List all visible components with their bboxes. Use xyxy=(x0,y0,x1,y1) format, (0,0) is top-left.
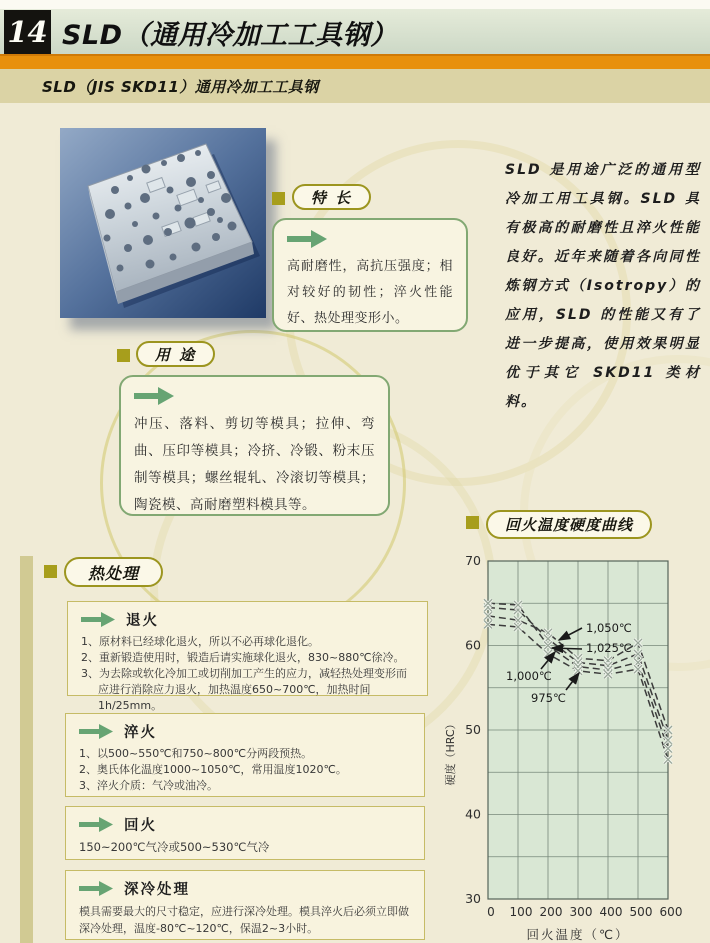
svg-text:975℃: 975℃ xyxy=(531,691,566,705)
svg-text:60: 60 xyxy=(465,637,481,653)
svg-text:1,000℃: 1,000℃ xyxy=(506,669,552,683)
page-number: 14 xyxy=(7,15,48,49)
svg-text:500: 500 xyxy=(629,905,653,919)
green-arrow-icon xyxy=(79,817,115,832)
svg-text:100: 100 xyxy=(509,905,533,919)
svg-text:400: 400 xyxy=(599,905,623,919)
hardness-chart xyxy=(440,548,710,943)
svg-text:1,050℃: 1,050℃ xyxy=(586,621,632,635)
annealing-title: 退火 xyxy=(126,613,159,629)
annealing-item: 3、为去除或软化冷加工或切削加工产生的应力，减轻热处理变形而应进行消除应力退火，加热温度650~700℃，加热时间1h/25mm。 xyxy=(81,667,407,712)
chart-bullet xyxy=(466,516,479,529)
page-subtitle: SLD（JIS SKD11）通用冷加工工具钢 xyxy=(42,78,319,96)
subzero-title: 深冷处理 xyxy=(124,882,190,898)
heat-treatment-bullet xyxy=(44,565,57,578)
features-heading: 特 长 xyxy=(292,184,371,210)
page-number-box xyxy=(4,10,51,54)
quenching-title-row xyxy=(79,721,413,742)
green-arrow-icon xyxy=(134,387,176,405)
features-bullet xyxy=(272,192,285,205)
uses-bullet xyxy=(117,349,130,362)
svg-text:0: 0 xyxy=(487,905,495,919)
annealing-items xyxy=(81,634,416,714)
product-photo xyxy=(60,128,266,318)
svg-text:300: 300 xyxy=(569,905,593,919)
subzero-title-row xyxy=(79,878,413,899)
uses-box xyxy=(119,375,390,516)
quenching-box xyxy=(65,713,425,797)
heat-treatment-heading: 热处理 xyxy=(64,557,163,587)
tempering-box xyxy=(65,806,425,860)
features-text: 高耐磨性，高抗压强度；相对较好的韧性；淬火性能好、热处理变形小。 xyxy=(287,259,453,326)
svg-text:70: 70 xyxy=(465,553,481,568)
tempering-title-row xyxy=(79,814,413,835)
green-arrow-icon xyxy=(81,612,117,627)
svg-text:1,025℃: 1,025℃ xyxy=(586,641,632,655)
green-arrow-icon xyxy=(79,724,115,739)
quenching-item: 3、淬火介质：气冷或油冷。 xyxy=(79,779,218,792)
subzero-text: 模具需要最大的尺寸稳定，应进行深冷处理。模具淬火后必须立即做深冷处理，温度-80℃~120℃，保温2~3小时。 xyxy=(79,905,409,935)
subzero-box xyxy=(65,870,425,940)
svg-text:30: 30 xyxy=(465,891,481,906)
uses-text: 冲压、落料、剪切等模具；拉伸、弯曲、压印等模具；冷挤、冷锻、粉末压制等模具；螺丝辊轧、冷滚切等模具；陶瓷模、高耐磨塑料模具等。 xyxy=(134,416,375,513)
svg-text:200: 200 xyxy=(539,905,563,919)
quenching-title: 淬火 xyxy=(124,725,157,741)
green-arrow-icon xyxy=(79,881,115,896)
left-margin-strip xyxy=(20,556,33,943)
tempering-text: 150~200℃气冷或500~530℃气冷 xyxy=(79,840,270,854)
green-arrow-icon xyxy=(287,230,329,248)
svg-text:回火温度（℃）: 回火温度（℃） xyxy=(526,927,630,942)
annealing-box xyxy=(67,601,428,712)
svg-text:硬度（HRC）: 硬度（HRC） xyxy=(444,718,457,786)
svg-text:50: 50 xyxy=(465,722,481,737)
intro-paragraph: SLD 是用途广泛的通用型冷加工用工具钢。SLD 具有极高的耐磨性且淬火性能良好。近年来随着各向同性炼钢方式（Isotropy）的应用，SLD 的性能又有了进一步提高，使用效果明显优于其它 SKD11 类材料。 xyxy=(505,162,701,410)
page-title: SLD（通用冷加工工具钢） xyxy=(62,20,398,51)
chart-heading: 回火温度硬度曲线 xyxy=(486,510,652,539)
orange-divider-bar xyxy=(0,54,710,69)
quenching-items xyxy=(79,746,413,794)
die-plate-photo xyxy=(60,128,266,318)
svg-text:600: 600 xyxy=(659,905,683,919)
quenching-item: 2、奥氏体化温度1000~1050℃，常用温度1020℃。 xyxy=(79,763,347,776)
svg-text:40: 40 xyxy=(465,806,481,822)
tempering-title: 回火 xyxy=(124,818,157,834)
top-white-strip xyxy=(0,0,710,9)
uses-heading: 用 途 xyxy=(136,341,215,367)
annealing-title-row xyxy=(81,609,416,630)
annealing-item: 1、原材料已经球化退火，所以不必再球化退化。 xyxy=(81,635,319,648)
features-box xyxy=(272,218,468,332)
annealing-item: 2、重新锻造使用时，锻造后请实施球化退火，830~880℃徐冷。 xyxy=(81,651,405,664)
quenching-item: 1、以500~550℃和750~800℃分两段预热。 xyxy=(79,747,313,760)
